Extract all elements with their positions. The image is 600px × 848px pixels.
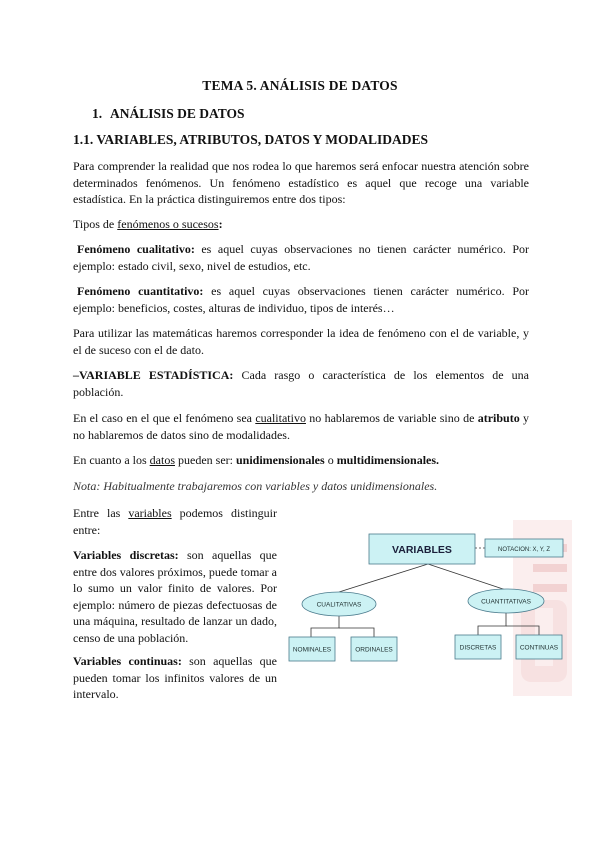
discretas-diagram-label: DISCRETAS <box>459 644 497 652</box>
root-label: VARIABLES <box>392 544 452 556</box>
cualitativas-label: CUALITATIVAS <box>316 601 362 609</box>
page-title: TEMA 5. ANÁLISIS DE DATOS <box>202 78 398 93</box>
variables-diagram <box>283 520 572 696</box>
continuas-label: Variables continuas: <box>73 654 182 668</box>
variable-estadistica-paragraph <box>73 367 529 400</box>
matematicas-paragraph: Para utilizar las matemáticas haremos corresponder la idea de fenómeno con el de variable, y el de suceso con el de dato. <box>73 326 529 357</box>
variable-estadistica-label: –VARIABLE ESTADÍSTICA: <box>73 368 234 382</box>
discretas-label: Variables discretas: <box>73 548 179 562</box>
tipos-prefix: Tipos de <box>73 217 118 231</box>
discretas-text: son aquellas que entre dos valores próximos, puede tomar a lo sumo un valor finito de valores. Por ejemplo: número de piezas defectuosas de una máquina, resultado de lanzar un dado, censo de una población. <box>73 548 277 645</box>
section-label: ANÁLISIS DE DATOS <box>110 106 245 121</box>
connector-line <box>478 612 506 635</box>
text-run: podemos distinguir entre: <box>73 506 277 537</box>
connector-line <box>339 628 374 637</box>
cualitativo-label: Fenómeno cualitativo: <box>77 242 195 256</box>
datos-paragraph <box>73 452 529 469</box>
continuas-diagram-label: CONTINUAS <box>519 644 559 652</box>
continuas-paragraph <box>73 653 277 703</box>
bold-term: multidimensionales. <box>336 453 440 467</box>
connector-line <box>311 616 339 637</box>
tipos-paragraph <box>73 216 529 233</box>
discretas-paragraph <box>73 547 277 646</box>
notation-label: NOTACION: X, Y, Z <box>497 547 551 553</box>
cuantitativas-label: CUANTITATIVAS <box>481 598 531 606</box>
text-run: pueden ser: <box>175 453 236 467</box>
section-heading-1 <box>92 106 245 122</box>
nominales-label: NOMINALES <box>292 646 332 654</box>
bold-term: atributo <box>477 411 520 425</box>
tipos-suffix: : <box>218 217 223 231</box>
text-run: En el caso en el que el fenómeno sea <box>73 411 256 425</box>
text-run: y no hablaremos de datos sino de modalidades. <box>73 411 530 442</box>
section-number: 1. <box>92 106 103 121</box>
text-run: o <box>324 453 337 467</box>
underlined-term: cualitativo <box>255 411 306 425</box>
connector-line <box>428 564 506 590</box>
cualitativo-atributo-paragraph <box>73 410 529 443</box>
cuantitativo-text: es aquel cuyas observaciones tienen carácter numérico. Por ejemplo: beneficios, costes, alturas de individuo, tipos de interés… <box>73 284 530 315</box>
cuantitativo-label: Fenómeno cuantitativo: <box>77 284 204 298</box>
connector-line <box>339 564 428 592</box>
text-run: no hablaremos de variable sino de <box>305 411 478 425</box>
cuantitativo-paragraph <box>73 283 529 316</box>
continuas-text: son aquellas que pueden tomar los infinitos valores de un intervalo. <box>73 654 278 701</box>
ordinales-label: ORDINALES <box>355 646 393 654</box>
text-run: En cuanto a los <box>73 453 150 467</box>
underlined-term: variables <box>128 506 172 520</box>
intro-paragraph: Para comprender la realidad que nos rodea lo que haremos será enfocar nuestra atención sobre determinados fenómenos. Un fenómeno estadístico es aquel que recoge una variable estadística. En la práctica distinguiremos entre dos tipos: <box>73 159 529 206</box>
cualitativo-paragraph <box>73 241 529 274</box>
variables-intro-paragraph <box>73 505 277 538</box>
subsection-heading: 1.1. VARIABLES, ATRIBUTOS, DATOS Y MODALIDADES <box>73 132 428 147</box>
cualitativo-text: es aquel cuyas observaciones no tienen carácter numérico. Por ejemplo: estado civil, sexo, nivel de estudios, etc. <box>73 242 529 273</box>
variable-estadistica-text: Cada rasgo o característica de los elementos de una población. <box>73 368 529 399</box>
nota-paragraph: Nota: Habitualmente trabajaremos con variables y datos unidimensionales. <box>73 479 438 493</box>
underlined-term: datos <box>149 453 175 467</box>
bold-term: unidimensionales <box>235 453 325 467</box>
text-run: Entre las <box>73 506 129 520</box>
tipos-underlined: fenómenos o sucesos <box>117 217 219 231</box>
